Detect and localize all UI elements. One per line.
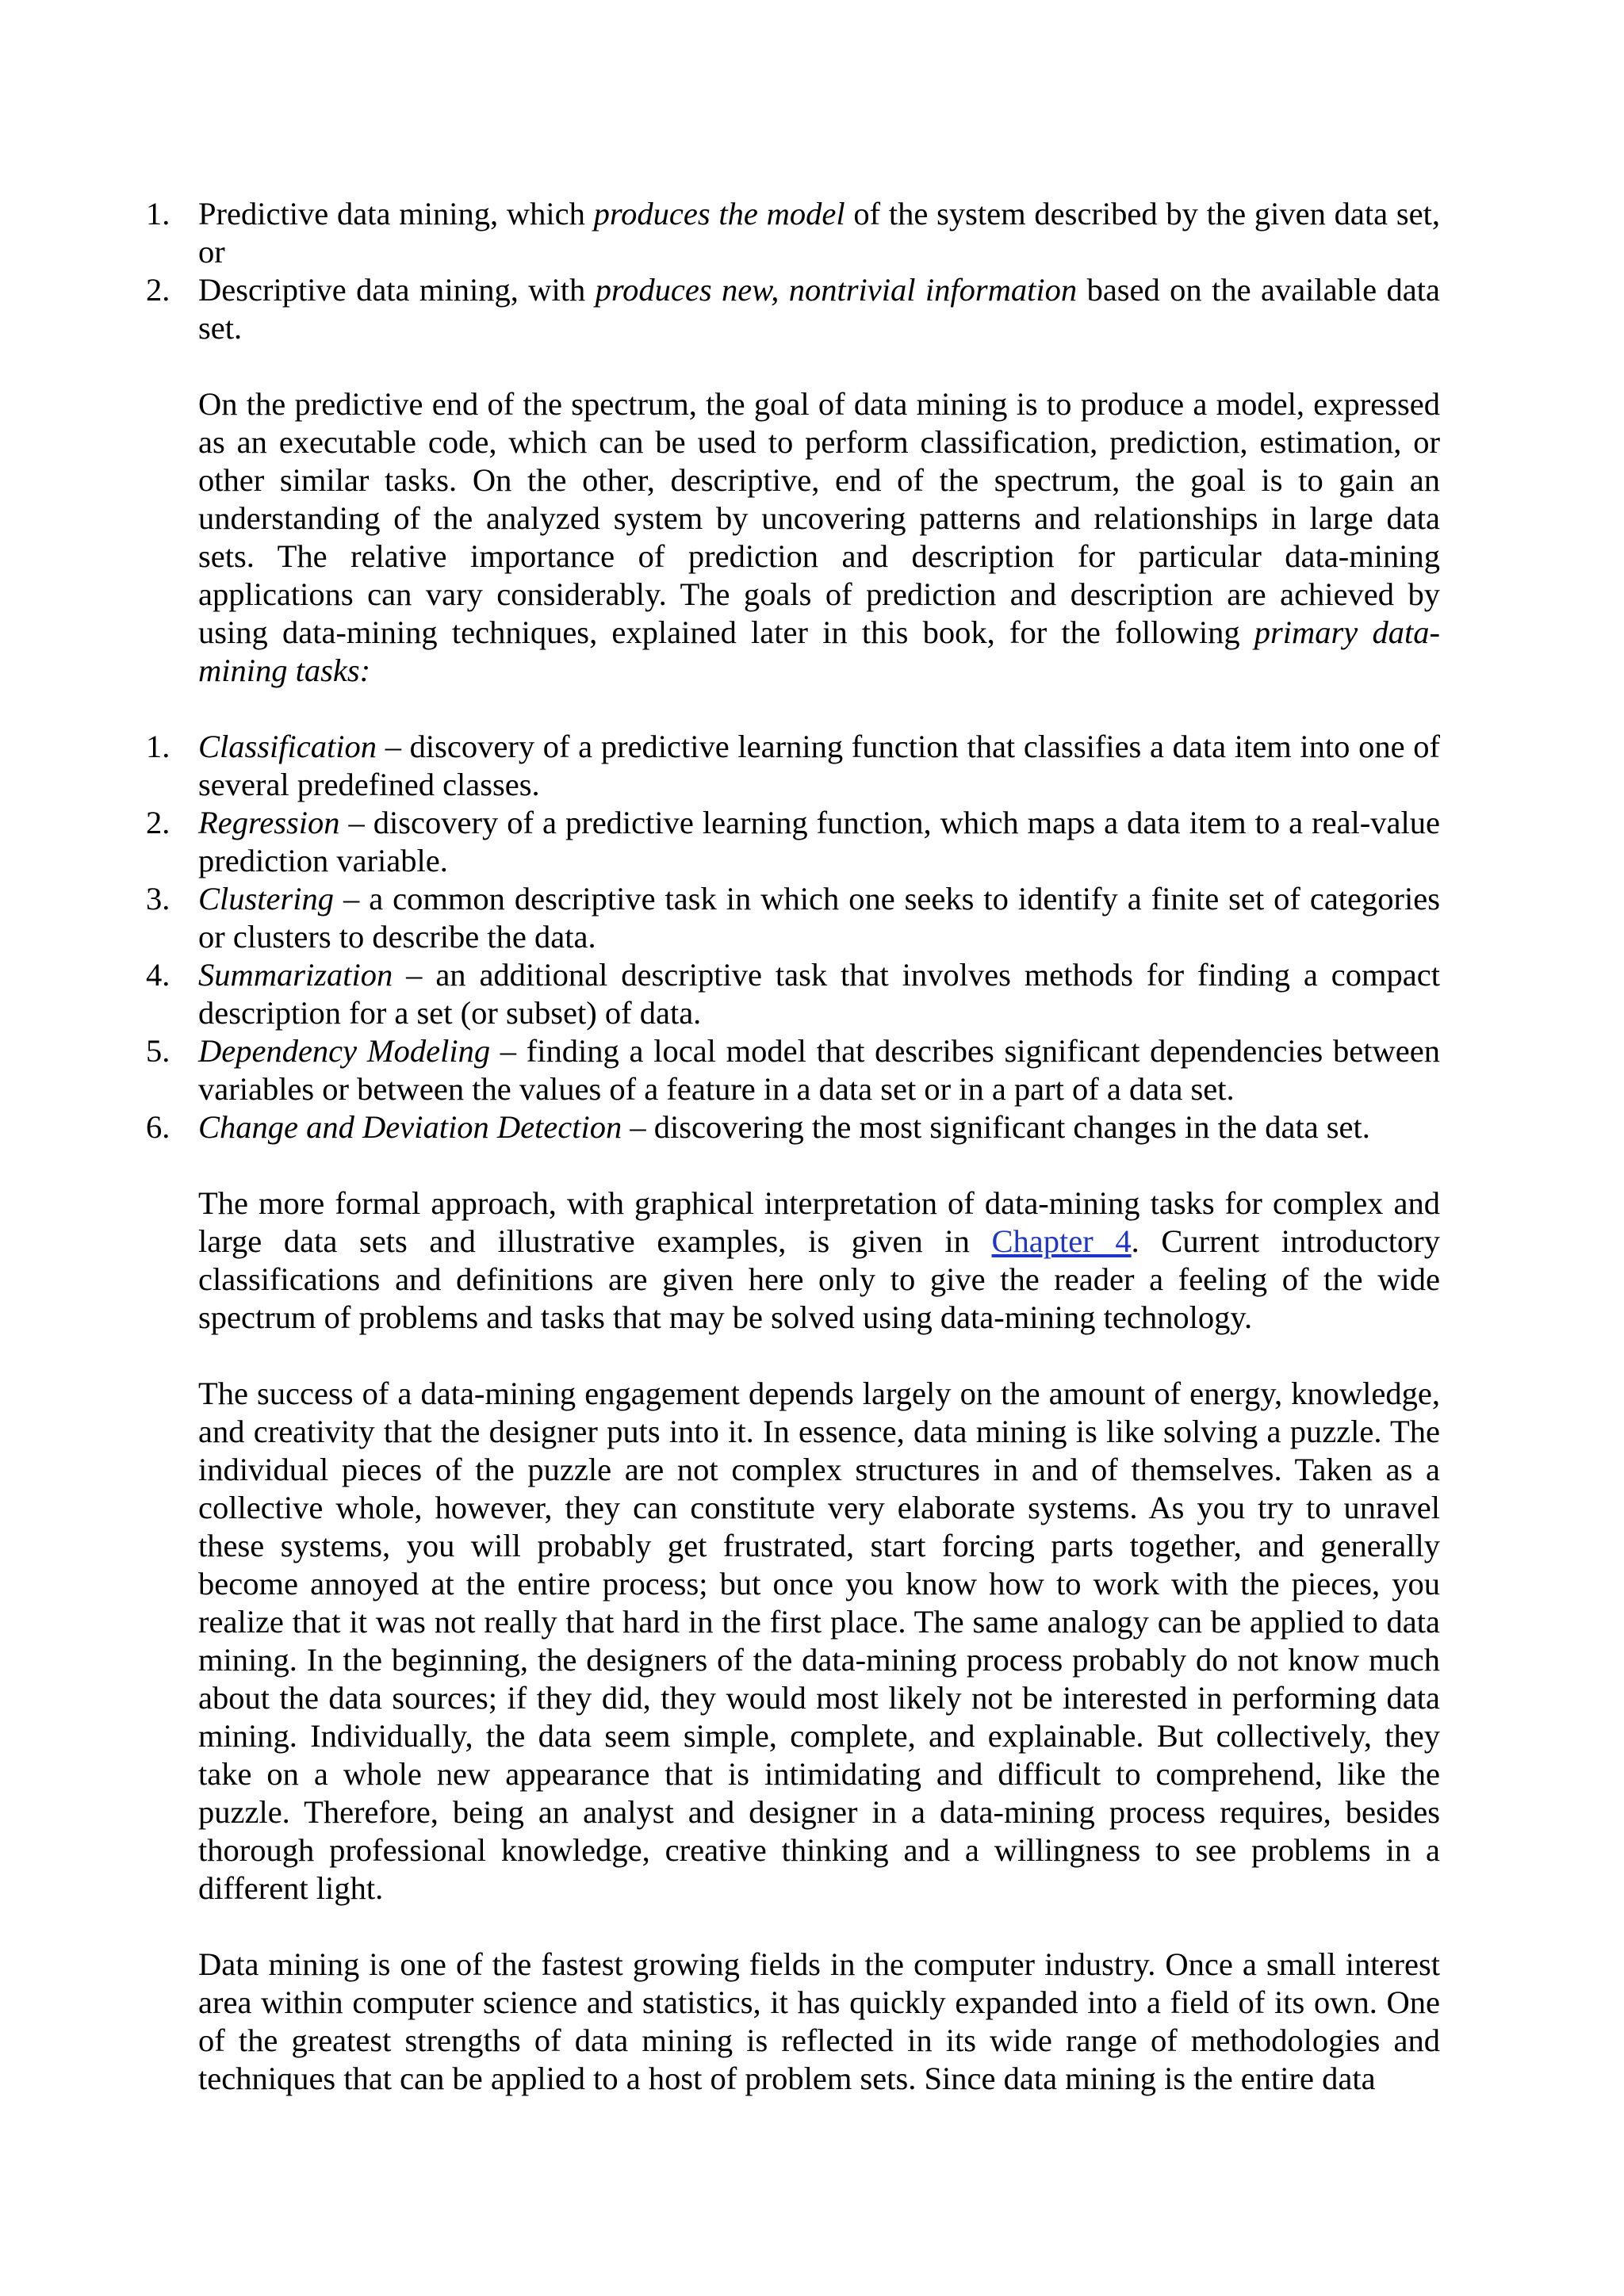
list-text: of the system described by the given data set, or <box>198 196 1440 270</box>
task-term: Summarization <box>198 957 393 993</box>
list-text: based on the available data set. <box>198 272 1440 346</box>
task-item <box>146 956 1440 1032</box>
task-description: – discovery of a predictive learning function, which maps a data item to a real-value prediction variable. <box>198 805 1440 878</box>
paragraph-spectrum <box>198 385 1440 690</box>
list-number: 4. <box>146 957 170 993</box>
list-emphasis: produces new, nontrivial information <box>595 272 1078 308</box>
task-term: Change and Deviation Detection <box>198 1109 622 1145</box>
intro-list <box>146 195 1440 347</box>
paragraph-text: The more formal approach, with graphical interpretation of data-mining tasks for complex and large data sets and illustrative examples, is given in <box>198 1185 1440 1259</box>
chapter-4-link[interactable]: Chapter 4 <box>991 1223 1132 1259</box>
task-description: – discovery of a predictive learning function that classifies a data item into one of several predefined classes. <box>198 729 1440 802</box>
list-number: 1. <box>146 729 170 764</box>
tasks-list <box>146 728 1440 1146</box>
list-number: 6. <box>146 1109 170 1145</box>
list-number: 2. <box>146 272 170 308</box>
task-term: Dependency Modeling <box>198 1033 491 1069</box>
list-emphasis: produces the model <box>593 196 845 232</box>
paragraph-success: The success of a data-mining engagement depends largely on the amount of energy, knowledge, and creativity that the designer puts into it. In essence, data mining is like solving a puzzle. The individual pieces of the puzzle are not complex structures in and of themselves. Taken as a collective whole, however, they can constitute very elaborate systems. As you try to unravel these systems, you will probably get frustrated, start forcing parts together, and generally become annoyed at the entire process; but once you know how to work with the pieces, you realize that it was not really that hard in the first place. The same analogy can be applied to data mining. In the beginning, the designers of the data-mining process probably do not know much about the data sources; if they did, they would most likely not be interested in performing data mining. Individually, the data seem simple, complete, and explainable. But collectively, they take on a whole new appearance that is intimidating and difficult to comprehend, like the puzzle. Therefore, being an analyst and designer in a data-mining process requires, besides thorough professional knowledge, creative thinking and a willingness to see problems in a different light. <box>198 1376 1440 1906</box>
task-item <box>146 804 1440 880</box>
task-item <box>146 1032 1440 1108</box>
paragraph-text: . Current introductory classifications and definitions are given here only to give the reader a feeling of the wide spectrum of problems and tasks that may be solved using data-mining technology. <box>198 1223 1440 1335</box>
paragraph-formal-approach <box>198 1184 1440 1337</box>
task-description: – finding a local model that describes significant dependencies between variables or between the values of a feature in a data set or in a part of a data set. <box>198 1033 1440 1107</box>
list-number: 5. <box>146 1033 170 1069</box>
task-term: Classification <box>198 729 377 764</box>
paragraph-growth: Data mining is one of the fastest growing fields in the computer industry. Once a small interest area within computer science and statistics, it has quickly expanded into a field of its own. One of the greatest strengths of data mining is reflected in its wide range of methodologies and techniques that can be applied to a host of problem sets. Since data mining is the entire data <box>198 1946 1440 2096</box>
task-item <box>146 728 1440 804</box>
paragraph-text: On the predictive end of the spectrum, the goal of data mining is to produce a model, expressed as an executable code, which can be used to perform classification, prediction, estimation, or other similar tasks. On the other, descriptive, end of the spectrum, the goal is to gain an understanding of the analyzed system by uncovering patterns and relationships in large data sets. The relative importance of prediction and description for particular data-mining applications can vary considerably. The goals of prediction and description are achieved by using data-mining techniques, explained later in this book, for the following <box>198 386 1440 650</box>
task-description: – an additional descriptive task that involves methods for finding a compact description for a set (or subset) of data. <box>198 957 1440 1031</box>
list-text: Predictive data mining, which <box>198 196 594 232</box>
list-number: 1. <box>146 196 170 232</box>
task-term: Clustering <box>198 881 335 916</box>
list-item <box>146 271 1440 347</box>
task-term: Regression <box>198 805 340 840</box>
list-text: Descriptive data mining, with <box>198 272 596 308</box>
list-item <box>146 195 1440 271</box>
page-content <box>146 195 1440 2098</box>
task-item <box>146 880 1440 956</box>
task-item <box>146 1108 1440 1146</box>
list-number: 2. <box>146 805 170 840</box>
task-description: – discovering the most significant changes in the data set. <box>622 1109 1370 1145</box>
list-number: 3. <box>146 881 170 916</box>
task-description: – a common descriptive task in which one seeks to identify a finite set of categories or clusters to describe the data. <box>198 881 1440 955</box>
paragraph-emphasis: primary data-mining tasks: <box>198 614 1440 688</box>
